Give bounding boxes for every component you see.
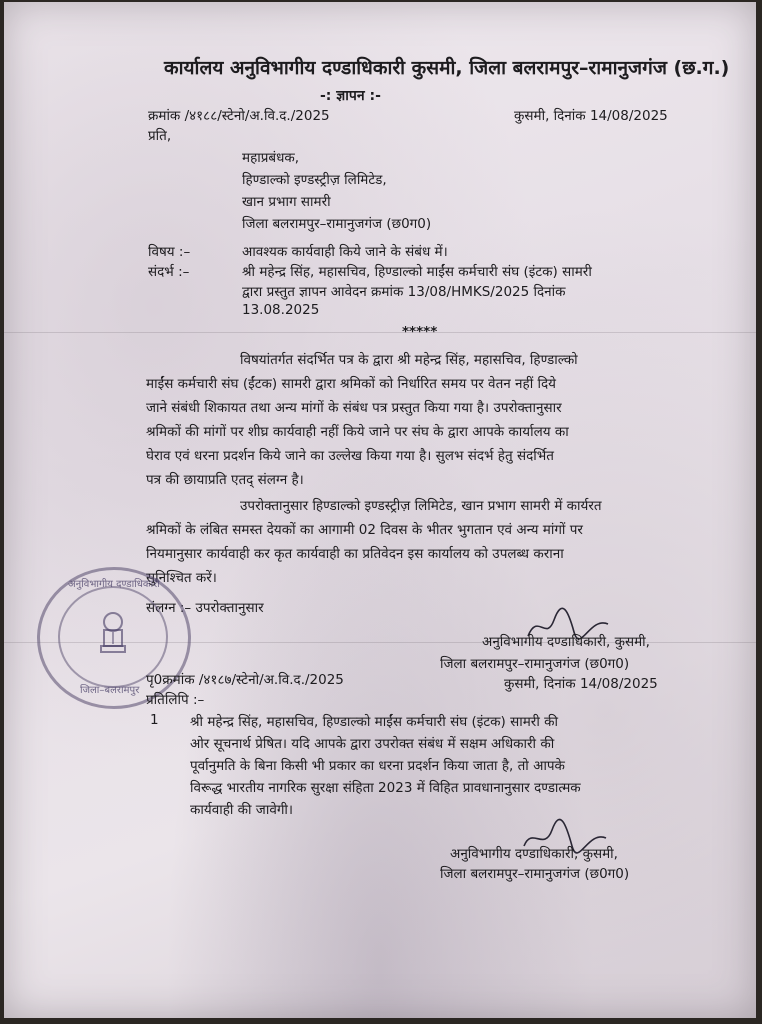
- memo-number: क्रमांक /४१८८/स्टेनो/अ.वि.द./2025: [148, 108, 330, 124]
- para1-line: श्रमिकों की मांगों पर शीघ्र कार्यवाही नहीं किये जाने पर संघ के द्वारा आपके कार्यालय का: [146, 424, 569, 440]
- office-title: कार्यालय अनुविभागीय दण्डाधिकारी कुसमी, जिला बलरामपुर–रामानुजगंज (छ.ग.): [164, 57, 730, 79]
- copy-item-number: 1: [150, 712, 159, 728]
- reference-line: द्वारा प्रस्तुत ज्ञापन आवेदन क्रमांक 13/08/HMKS/2025 दिनांक: [242, 284, 566, 300]
- enclosure: संलग्न :– उपरोक्तानुसार: [146, 600, 264, 616]
- para2-line: उपरोक्तानुसार हिण्डाल्को इण्डस्ट्रीज़ लिमिटेड, खान प्रभाग सामरी में कार्यरत: [240, 498, 602, 514]
- copy-item-line: विरूद्ध भारतीय नागरिक सुरक्षा संहिता 2023 में विहित प्रावधानानुसार दण्डात्मक: [190, 780, 581, 796]
- addressee-line: जिला बलरामपुर–रामानुजगंज (छ0ग0): [242, 216, 432, 232]
- endorsement-number: पृ0क्रमांक /४१८७/स्टेनो/अ.वि.द./2025: [146, 672, 344, 688]
- copy-item-line: ओर सूचनार्थ प्रेषित। यदि आपके द्वारा उपरोक्त संबंध में सक्षम अधिकारी की: [190, 736, 555, 752]
- signature2-designation: अनुविभागीय दण्डाधिकारी, कुसमी,: [450, 846, 618, 862]
- addressee-line: खान प्रभाग सामरी: [242, 194, 331, 210]
- signature1-district: जिला बलरामपुर–रामानुजगंज (छ0ग0): [440, 656, 630, 672]
- copy-item-line: पूर्वानुमति के बिना किसी भी प्रकार का धरना प्रदर्शन किया जाता है, तो आपके: [190, 758, 565, 774]
- para1-line: पत्र की छायाप्रति एतद् संलग्न है।: [146, 472, 304, 488]
- endorsement-place-date: कुसमी, दिनांक 14/08/2025: [504, 676, 658, 692]
- subject-label: विषय :–: [148, 244, 191, 260]
- reference-line: श्री महेन्द्र सिंह, महासचिव, हिण्डाल्को माईंस कर्मचारी संघ (इंटक) सामरी: [242, 264, 592, 280]
- document-page: [4, 2, 756, 1018]
- addressee-line: महाप्रबंधक,: [242, 150, 300, 166]
- seal-top-text: अनुविभागीय दण्डाधिकारी: [68, 579, 160, 590]
- copy-label: प्रतिलिपि :–: [146, 692, 205, 708]
- para2-line: सुनिश्चित करें।: [146, 570, 217, 586]
- para1-line: जाने संबंधी शिकायत तथा अन्य मांगों के संबंध पत्र प्रस्तुत किया गया है। उपरोक्तानुसार: [146, 400, 562, 416]
- memo-label: -: ज्ञापन :-: [320, 88, 381, 104]
- national-emblem-icon: [96, 610, 130, 660]
- reference-line: 13.08.2025: [242, 302, 320, 318]
- signature2-district: जिला बलरामपुर–रामानुजगंज (छ0ग0): [440, 866, 630, 882]
- to-label: प्रति,: [148, 128, 172, 144]
- reference-label: संदर्भ :–: [148, 264, 190, 280]
- para1-line: घेराव एवं धरना प्रदर्शन किये जाने का उल्लेख किया गया है। सुलभ संदर्भ हेतु संदर्भित: [146, 448, 554, 464]
- subject-text: आवश्यक कार्यवाही किये जाने के संबंध में।: [242, 244, 448, 260]
- copy-item-line: श्री महेन्द्र सिंह, महासचिव, हिण्डाल्को माईंस कर्मचारी संघ (इंटक) सामरी की: [190, 714, 558, 730]
- signature1-designation: अनुविभागीय दण्डाधिकारी, कुसमी,: [482, 634, 650, 650]
- para2-line: नियमानुसार कार्यवाही कर कृत कार्यवाही का प्रतिवेदन इस कार्यालय को उपलब्ध कराना: [146, 546, 564, 562]
- separator: *****: [402, 324, 438, 340]
- para1-line: माईंस कर्मचारी संघ (ईंटक) सामरी द्वारा श्रमिकों को निर्धारित समय पर वेतन नहीं दिये: [146, 376, 556, 392]
- addressee-line: हिण्डाल्को इण्डस्ट्रीज़ लिमिटेड,: [242, 172, 387, 188]
- memo-place-date: कुसमी, दिनांक 14/08/2025: [514, 108, 668, 124]
- para1-line: विषयांतर्गत संदर्भित पत्र के द्वारा श्री महेन्द्र सिंह, महासचिव, हिण्डाल्को: [240, 352, 578, 368]
- seal-bottom-text: जिला–बलरामपुर: [80, 685, 140, 696]
- copy-item-line: कार्यवाही की जावेगी।: [190, 802, 294, 818]
- para2-line: श्रमिकों के लंबित समस्त देयकों का आगामी 02 दिवस के भीतर भुगतान एवं अन्य मांगों पर: [146, 522, 583, 538]
